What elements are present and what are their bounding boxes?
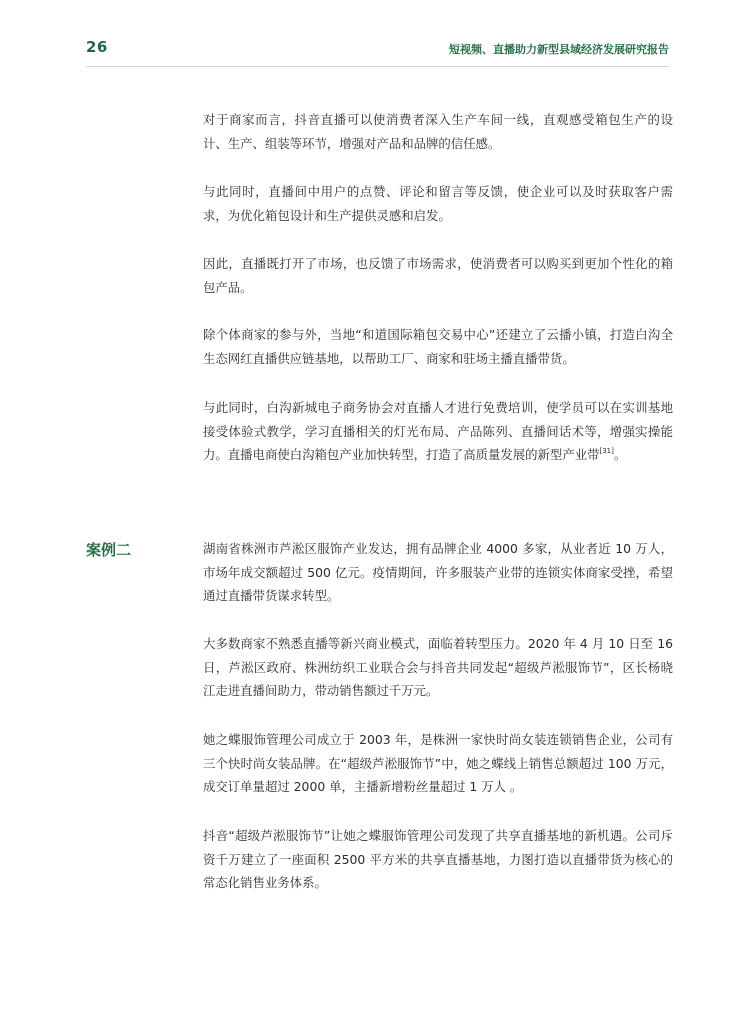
- header-divider: [86, 66, 669, 67]
- paragraph-with-citation: [203, 396, 673, 467]
- case-label: 案例二: [86, 541, 132, 559]
- paragraph-text: 与此同时，白沟新城电子商务协会对直播人才进行免费培训，使学员可以在实训基地接受体验式教学，学习直播相关的灯光布局、产品陈列、直播间话术等，增强实操能力。直播电商使白沟箱包产业加快转型，打造了高质量发展的新型产业带: [203, 400, 673, 462]
- paragraph: 因此，直播既打开了市场，也反馈了市场需求，使消费者可以购买到更加个性化的箱包产品。: [203, 256, 673, 295]
- paragraph: 大多数商家不熟悉直播等新兴商业模式，面临着转型压力。2020 年 4 月 10 日至 16 日，芦淞区政府、株洲纺织工业联合会与抖音共同发起“超级芦淞服饰节”，区长杨晓江走进直播间助力，带动销售额过千万元。: [203, 636, 673, 698]
- citation-marker: [31]: [599, 447, 614, 455]
- paragraph: 除个体商家的参与外，当地“和道国际箱包交易中心”还建立了云播小镇，打造白沟全生态网红直播供应链基地，以帮助工厂、商家和驻场主播直播带货。: [203, 327, 673, 366]
- paragraph: 对于商家而言，抖音直播可以使消费者深入生产车间一线，直观感受箱包生产的设计、生产、组装等环节，增强对产品和品牌的信任感。: [203, 112, 673, 151]
- paragraph: 与此同时，直播间中用户的点赞、评论和留言等反馈，使企业可以及时获取客户需求，为优化箱包设计和生产提供灵感和启发。: [203, 184, 673, 223]
- paragraph: 她之蝶服饰管理公司成立于 2003 年，是株洲一家快时尚女装连锁销售企业，公司有三个快时尚女装品牌。在“超级芦淞服饰节”中，她之蝶线上销售总额超过 100 万元，成交订单量超过 2000 单，主播新增粉丝量超过 1 万人 。: [203, 732, 673, 794]
- paragraph: 抖音“超级芦淞服饰节”让她之蝶服饰管理公司发现了共享直播基地的新机遇。公司斥资千万建立了一座面积 2500 平方米的共享直播基地，力图打造以直播带货为核心的常态化销售业务体系。: [203, 828, 673, 890]
- running-title: 短视频、直播助力新型县域经济发展研究报告: [449, 43, 669, 56]
- paragraph: 湖南省株洲市芦淞区服饰产业发达，拥有品牌企业 4000 多家，从业者近 10 万人，市场年成交额超过 500 亿元。疫情期间，许多服装产业带的连锁实体商家受挫，希望通过直播带货谋求转型。: [203, 541, 673, 603]
- paragraph-end-punct: 。: [613, 447, 627, 462]
- page-number: 26: [86, 38, 108, 56]
